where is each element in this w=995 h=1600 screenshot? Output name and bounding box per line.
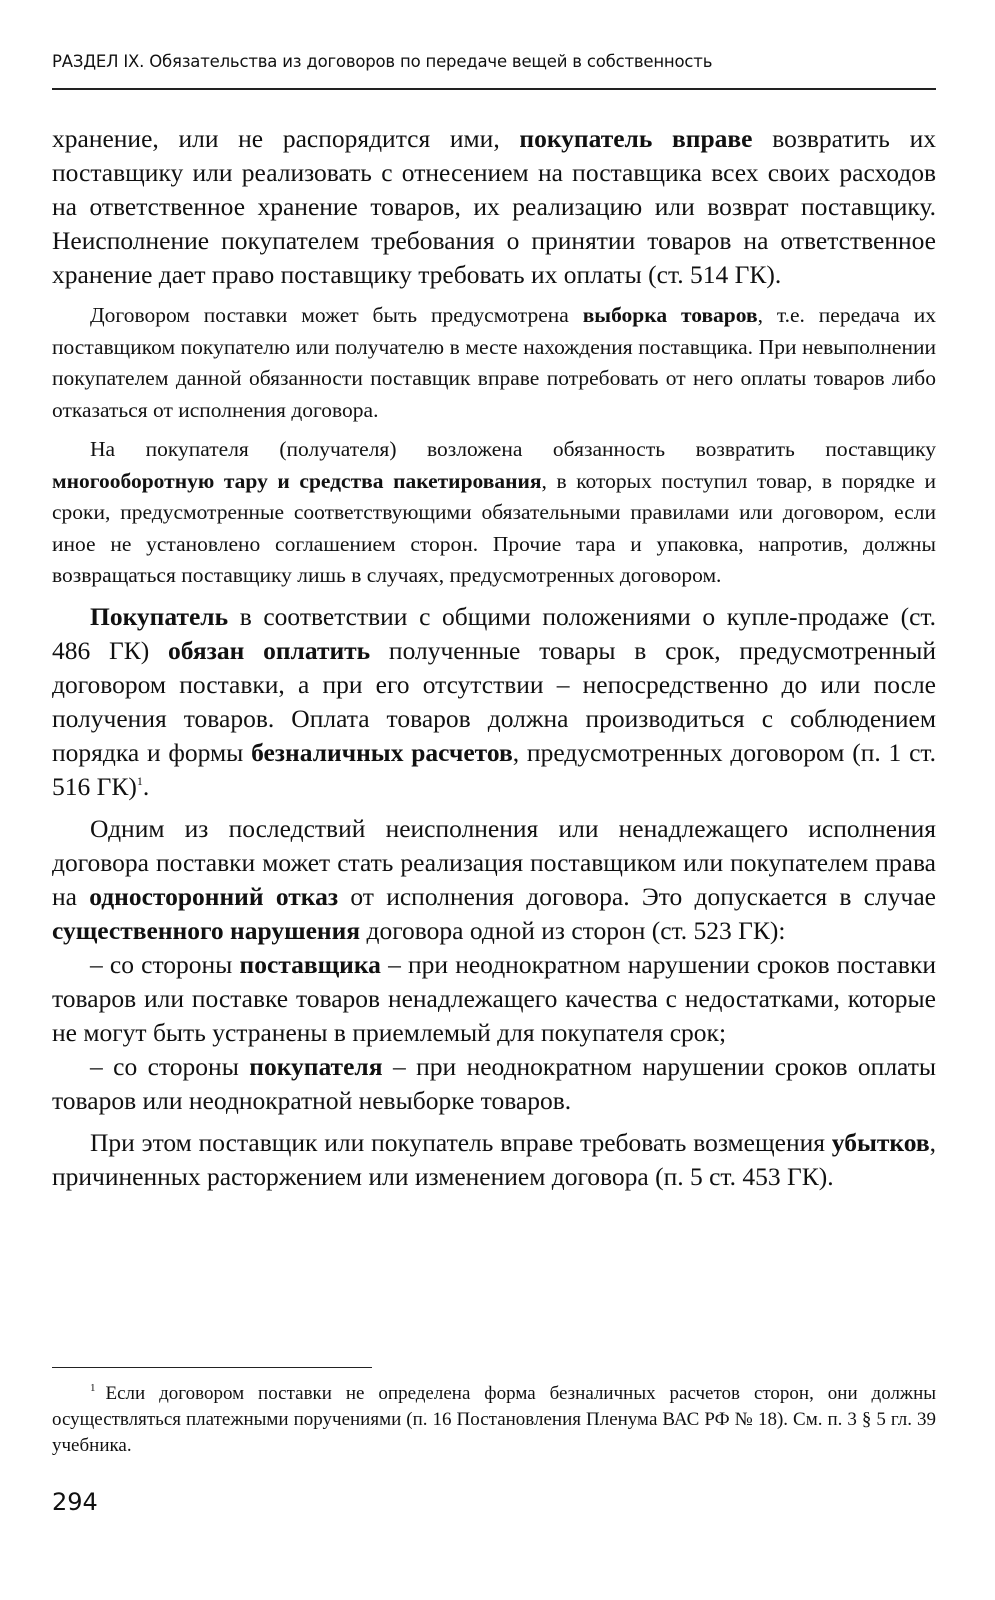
text-run: Одним из последствий неисполнения или ненадлежащего исполнения договора поставки может стать реализация поставщиком или покупателем права на	[52, 813, 936, 911]
footnote	[52, 1381, 936, 1459]
list-item-buyer	[52, 1050, 936, 1118]
text-run: – при неоднократном нарушении сроков оплаты товаров или неоднократной невыборке товаров.	[52, 1051, 936, 1115]
bold-term: покупателя	[249, 1051, 383, 1081]
text-run: хранение, или не распорядится ими,	[52, 124, 520, 153]
text-run: , т.е. передача их поставщиком покупателю или получателю в месте нахождения поставщика. При невыполнении покупателем данной обязанности поставщик вправе потребовать от него оплаты товаров либо отказаться от исполнения договора.	[52, 303, 936, 422]
text-run: Договором поставки может быть предусмотрена	[90, 303, 583, 327]
paragraph-refusal	[52, 812, 936, 948]
footnote-text: Если договором поставки не определена форма безналичных расчетов сторон, они должны осуществляться платежными поручениями (п. 16 Постановления Пленума ВАС РФ № 18). См. п. 3 § 5 гл. 39 учебника.	[52, 1383, 936, 1456]
bold-term: безналичных расчетов	[251, 737, 513, 767]
paragraph-storage	[52, 122, 936, 292]
bold-term: убытков	[831, 1127, 930, 1157]
page-body	[52, 122, 936, 1194]
page-number: 294	[52, 1488, 98, 1516]
bold-term: существенного нарушения	[52, 915, 361, 945]
text-run: На покупателя (получателя) возложена обязанность возвратить поставщику	[90, 437, 936, 461]
paragraph-damages	[52, 1126, 936, 1194]
footnote-mark: 1	[90, 1382, 96, 1394]
text-run: , предусмотренных договором (п. 1 ст. 516 ГК)	[52, 737, 936, 801]
footnote-reference: 1	[136, 773, 143, 788]
text-run: – со стороны	[90, 1051, 250, 1081]
paragraph-payment	[52, 600, 936, 804]
text-run: .	[142, 771, 150, 801]
paragraph-containers	[52, 434, 936, 592]
text-run: договора одной из сторон (ст. 523 ГК):	[360, 915, 786, 945]
text-run: возвратить их поставщику или реализовать с отнесением на поставщика всех своих расходов на ответственное хранение товаров, их реализацию или возврат поставщику. Неисполнение покупателем требования о принятии товаров на ответственное хранение дает право поставщику требовать их оплаты (ст. 514 ГК).	[52, 124, 936, 289]
text-run: – со стороны	[90, 949, 240, 979]
bold-term: обязан оплатить	[168, 635, 371, 665]
text-run: полученные товары в срок, предусмотренный договором поставки, а при его отсутствии – непосредственно до или после получения товаров. Оплата товаров должна производиться с соблюдением порядка и формы	[52, 635, 936, 767]
header-divider	[52, 88, 936, 90]
footnote-divider	[52, 1367, 372, 1368]
text-run: , в которых поступил товар, в порядке и сроки, предусмотренные соответствующими обязательными правилами или договором, если иное не установлено соглашением сторон. Прочие тара и упаковка, напротив, должны возвращаться поставщику лишь в случаях, предусмотренных договором.	[52, 468, 937, 587]
bold-term: односторонний отказ	[89, 881, 339, 911]
bold-term: выборка товаров	[582, 303, 758, 327]
bold-term: поставщика	[239, 949, 381, 979]
text-run: в соответствии с общими положениями о купле-продаже (ст. 486 ГК)	[52, 601, 936, 665]
text-run: от исполнения договора. Это допускается в случае	[338, 881, 936, 911]
running-header: РАЗДЕЛ IX. Обязательства из договоров по передаче вещей в собственность	[52, 52, 713, 71]
bold-term: покупатель вправе	[519, 124, 753, 153]
list-item-supplier	[52, 948, 936, 1050]
text-run: , причиненных расторжением или изменением договора (п. 5 ст. 453 ГК).	[52, 1127, 936, 1191]
text-run: – при неоднократном нарушении сроков поставки товаров или поставке товаров ненадлежащего качества с недостатками, которые не могут быть устранены в приемлемый для покупателя срок;	[52, 949, 936, 1047]
bold-term: многооборотную тару и средства пакетирования	[52, 468, 542, 493]
paragraph-selection	[52, 300, 936, 426]
text-run: При этом поставщик или покупатель вправе требовать возмещения	[90, 1127, 832, 1157]
bold-term: Покупатель	[90, 601, 229, 631]
